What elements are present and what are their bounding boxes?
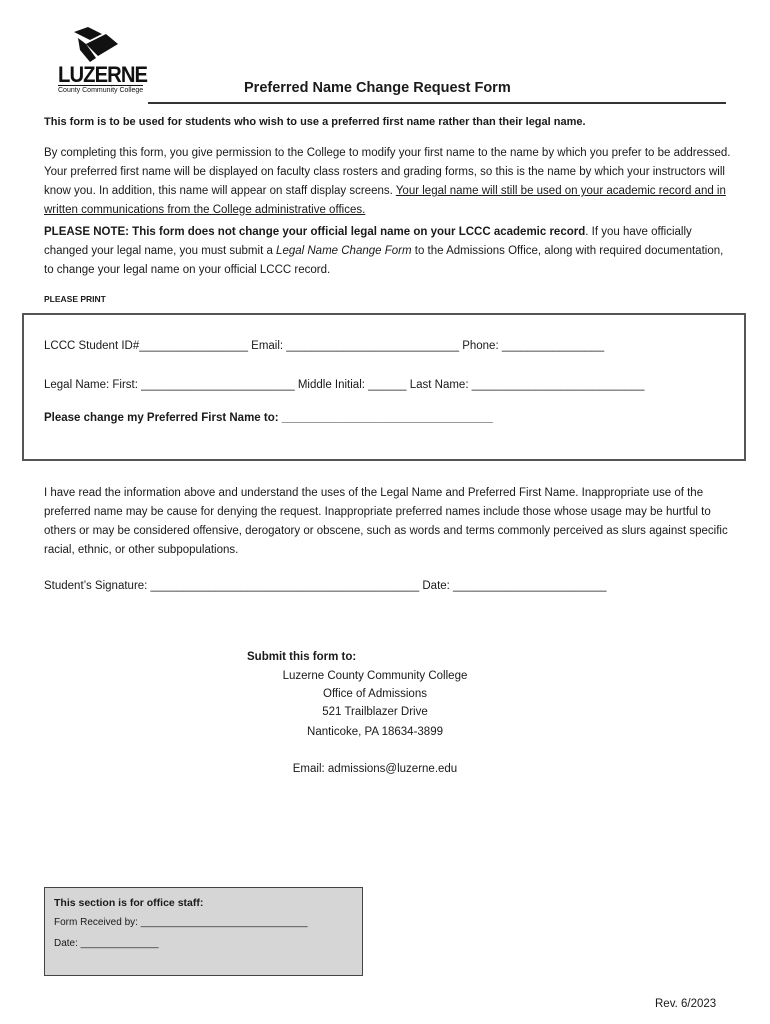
legal-name-fields[interactable]: Legal Name: First: ________________________ Middle Initial: ______ Last Name: ___________________________ (44, 379, 645, 391)
office-name: Office of Admissions (323, 688, 427, 700)
title-divider (148, 102, 726, 104)
legal-name-notice: Your legal name will still be used on your academic record and in written communications from the College administrative offices. (44, 185, 726, 216)
permission-paragraph (44, 144, 734, 220)
signature-date-fields[interactable]: Student’s Signature: __________________________________________ Date: ________________________ (44, 580, 607, 592)
student-id-email-phone-fields[interactable]: LCCC Student ID#_________________ Email: ___________________________ Phone: ________________ (44, 340, 605, 352)
page-title: Preferred Name Change Request Form (244, 80, 511, 96)
submit-to-label: Submit this form to: (247, 651, 357, 663)
college-name: Luzerne County Community College (282, 670, 468, 682)
form-received-by-field[interactable]: Form Received by: ______________________________ (54, 917, 308, 928)
admissions-email: Email: admissions@luzerne.edu (292, 763, 458, 775)
please-note-text-b: to the Admissions Office, along with required documentation, to change your legal name on your official LCCC record. (44, 245, 724, 276)
preferred-name-field[interactable]: Please change my Preferred First Name to: _________________________________ (44, 412, 493, 424)
office-staff-heading: This section is for office staff: (54, 897, 204, 909)
legal-name-change-form-ref: Legal Name Change Form (276, 245, 412, 257)
city-state-zip: Nanticoke, PA 18634-3899 (307, 726, 443, 738)
please-note-paragraph (44, 223, 734, 280)
please-note-bold: PLEASE NOTE: This form does not change your official legal name on your LCCC academic record (44, 226, 586, 238)
logo-mark-icon (56, 24, 146, 64)
please-print-label: PLEASE PRINT (44, 294, 106, 304)
logo-wordmark: LUZERNE (58, 62, 148, 87)
staff-date-field[interactable]: Date: ______________ (54, 938, 159, 949)
college-logo (56, 24, 146, 94)
please-note-text-a: . If you have officially changed your legal name, you must submit a (44, 226, 692, 257)
permission-text: By completing this form, you give permission to the College to modify your first name to the name by which you prefer to be addressed. Your preferred first name will be displayed on faculty class rosters and grading forms, so this is the name by which your instructors will know you. In addition, this name will appear on staff display screens. (44, 147, 731, 197)
logo-subtitle: County Community College (58, 87, 144, 94)
street-address: 521 Trailblazer Drive (322, 706, 428, 718)
acknowledgement-paragraph: I have read the information above and understand the uses of the Legal Name and Preferred First Name. Inappropriate use of the preferred name may be cause for denying the request. Inappropriate preferred names include those whose usage may be hurtful to others or may be considered offensive, derogatory or obscene, such as words and terms commonly perceived as slurs against specific racial, ethnic, or other subpopulations. (44, 487, 728, 556)
revision-label: Rev. 6/2023 (655, 998, 717, 1010)
intro-text: This form is to be used for students who wish to use a preferred first name rather than their legal name. (44, 116, 586, 128)
